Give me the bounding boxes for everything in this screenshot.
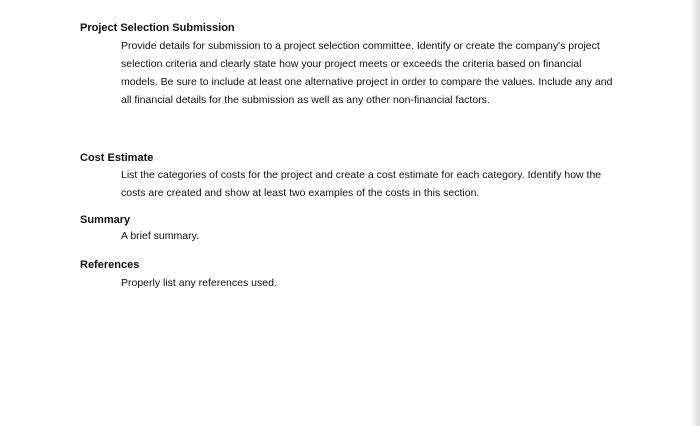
section-heading: Cost Estimate [80, 152, 154, 164]
section-cost-estimate [80, 152, 621, 202]
section-body: List the categories of costs for the project and create a cost estimate for each category. Identify how the costs are created and show at least two examples of the costs in this section. [121, 169, 602, 199]
section-project-selection-submission [80, 22, 621, 109]
section-summary [80, 214, 621, 245]
section-heading: Summary [80, 214, 131, 226]
section-body: A brief summary. [121, 230, 199, 242]
section-references [80, 259, 621, 292]
section-body: Provide details for submission to a project selection committee. Identify or create the company's project selection criteria and clearly state how your project meets or exceeds the criteria based on financial models. Be sure to include at least one alternative project in order to compare the values. Include any and all financial details for the submission as well as any other non-financial factors. [121, 40, 613, 106]
section-heading: References [80, 259, 140, 271]
section-heading: Project Selection Submission [80, 22, 235, 34]
section-body: Properly list any references used. [121, 277, 277, 289]
page-edge-shadow [690, 0, 700, 426]
